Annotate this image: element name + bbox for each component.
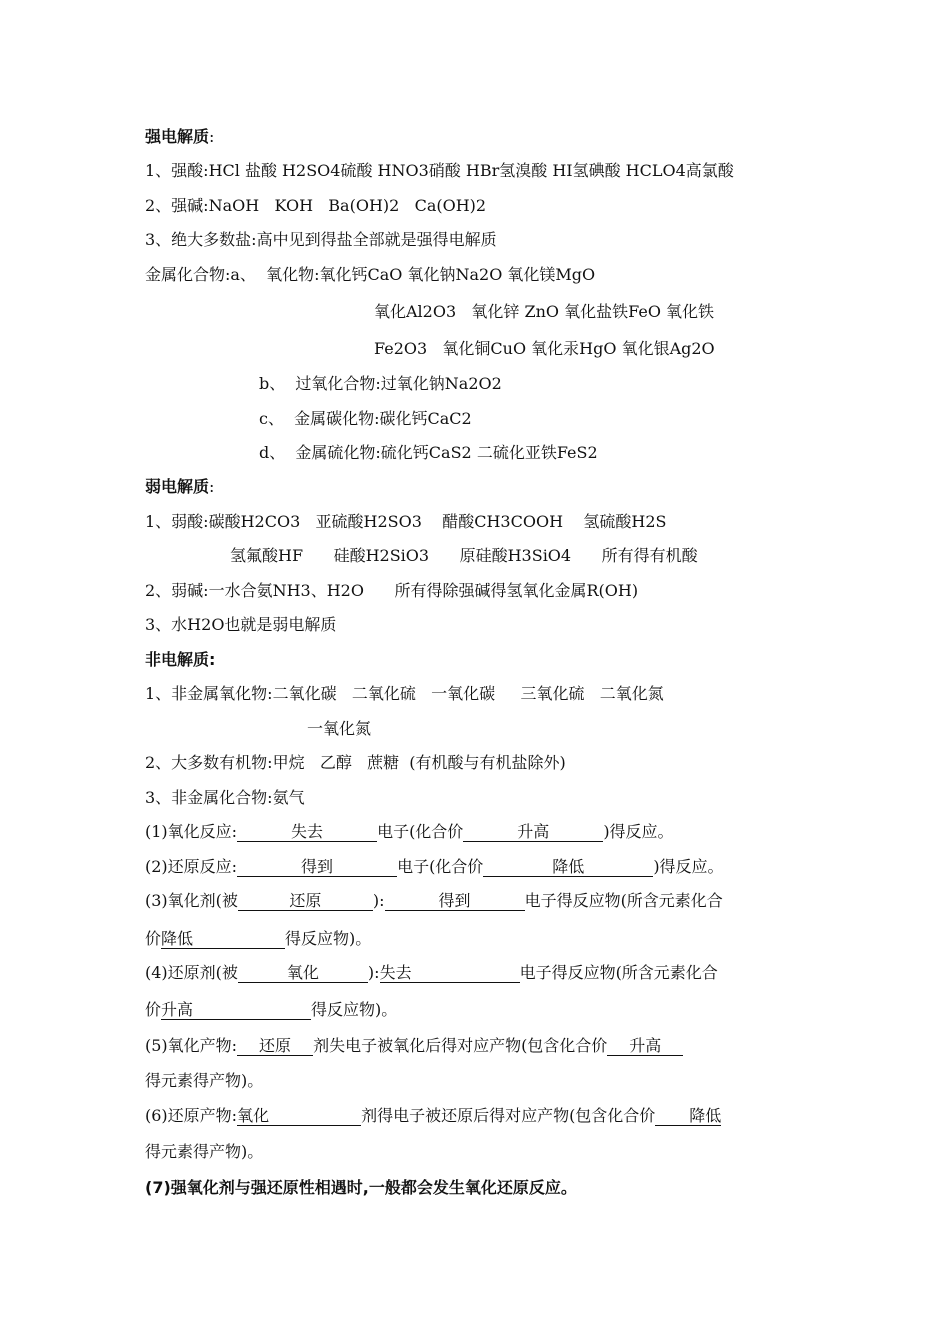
metal-oxides-line-2: 氧化Al2O3 氧化锌 ZnO 氧化盐铁FeO 氧化铁 bbox=[374, 302, 715, 321]
blank-answer: 得到 bbox=[385, 892, 525, 911]
blank-answer: 失去 bbox=[380, 964, 520, 983]
reduction-product-line: (6)还原产物:氧化 剂得电子被还原后得对应产物(包含化合价 降低 bbox=[145, 1106, 722, 1125]
blank-answer: 氧化 bbox=[238, 964, 368, 983]
weak-electrolyte-heading: 弱电解质: bbox=[145, 477, 215, 496]
strong-acids-line: 1、强酸:HCl 盐酸 H2SO4硫酸 HNO3硝酸 HBr氢溴酸 HI氢碘酸 HCLO4高氯酸 bbox=[145, 161, 734, 180]
non-electrolyte-heading: 非电解质: bbox=[145, 650, 216, 669]
oxidant-line: (3)氧化剂(被 还原 ): 得到 电子得反应物(所含元素化合 bbox=[145, 891, 723, 910]
nonmetal-oxides-line: 1、非金属氧化物:二氧化碳 二氧化硫 一氧化碳 三氧化硫 二氧化氮 bbox=[145, 684, 664, 703]
blank-answer: 升高 bbox=[607, 1037, 683, 1056]
blank-answer: 降低 bbox=[483, 858, 653, 877]
blank-answer: 失去 bbox=[237, 823, 377, 842]
sulfides-line: d、 金属硫化物:硫化钙CaS2 二硫化亚铁FeS2 bbox=[259, 443, 598, 462]
blank-answer: 还原 bbox=[237, 1037, 313, 1056]
ammonia-line: 3、非金属化合物:氨气 bbox=[145, 788, 305, 807]
weak-acids-line: 1、弱酸:碳酸H2CO3 亚硫酸H2SO3 醋酸CH3COOH 氢硫酸H2S bbox=[145, 512, 667, 531]
metal-oxides-line: 金属化合物:a、 氧化物:氧化钙CaO 氧化钠Na2O 氧化镁MgO bbox=[145, 265, 596, 284]
metal-oxides-line-3: Fe2O3 氧化铜CuO 氧化汞HgO 氧化银Ag2O bbox=[374, 339, 715, 358]
blank-answer: 升高 bbox=[463, 823, 603, 842]
reduction-product-line-2: 得元素得产物)。 bbox=[145, 1142, 264, 1161]
water-line: 3、水H2O也就是弱电解质 bbox=[145, 615, 337, 634]
salts-line: 3、绝大多数盐:高中见到得盐全部就是强得电解质 bbox=[145, 230, 497, 249]
reductant-line: (4)还原剂(被 氧化 ):失去 电子得反应物(所含元素化合 bbox=[145, 963, 718, 982]
oxidation-product-line: (5)氧化产物: 还原 剂失电子被氧化后得对应产物(包含化合价 升高 bbox=[145, 1035, 683, 1057]
strong-electrolyte-heading: 强电解质: bbox=[145, 127, 215, 146]
strong-bases-line: 2、强碱:NaOH KOH Ba(OH)2 Ca(OH)2 bbox=[145, 196, 487, 215]
oxidation-reaction-line: (1)氧化反应: 失去 电子(化合价 升高 )得反应。 bbox=[145, 822, 674, 841]
oxidation-product-line-2: 得元素得产物)。 bbox=[145, 1071, 264, 1090]
oxidant-line-2: 价降低 得反应物)。 bbox=[145, 929, 372, 948]
weak-bases-line: 2、弱碱:一水合氨NH3、H2O 所有得除强碱得氢氧化金属R(OH) bbox=[145, 581, 639, 600]
blank-answer: 氧化 bbox=[237, 1107, 361, 1126]
blank-answer: 降低 bbox=[161, 930, 285, 949]
reduction-reaction-line: (2)还原反应: 得到 电子(化合价 降低 )得反应。 bbox=[145, 857, 724, 876]
reductant-line-2: 价升高 得反应物)。 bbox=[145, 1000, 398, 1019]
organics-line: 2、大多数有机物:甲烷 乙醇 蔗糖 (有机酸与有机盐除外) bbox=[145, 753, 566, 772]
blank-answer: 得到 bbox=[237, 858, 397, 877]
redox-rule-line: (7)强氧化剂与强还原性相遇时,一般都会发生氧化还原反应。 bbox=[145, 1178, 577, 1197]
blank-answer: 还原 bbox=[238, 892, 373, 911]
nonmetal-oxides-line-2: 一氧化氮 bbox=[307, 719, 372, 738]
peroxides-line: b、 过氧化合物:过氧化钠Na2O2 bbox=[259, 374, 502, 393]
carbides-line: c、 金属碳化物:碳化钙CaC2 bbox=[259, 409, 472, 428]
blank-answer: 降低 bbox=[655, 1107, 721, 1126]
weak-acids-line-2: 氢氟酸HF 硅酸H2SiO3 原硅酸H3SiO4 所有得有机酸 bbox=[230, 546, 698, 565]
blank-answer: 升高 bbox=[161, 1001, 311, 1020]
